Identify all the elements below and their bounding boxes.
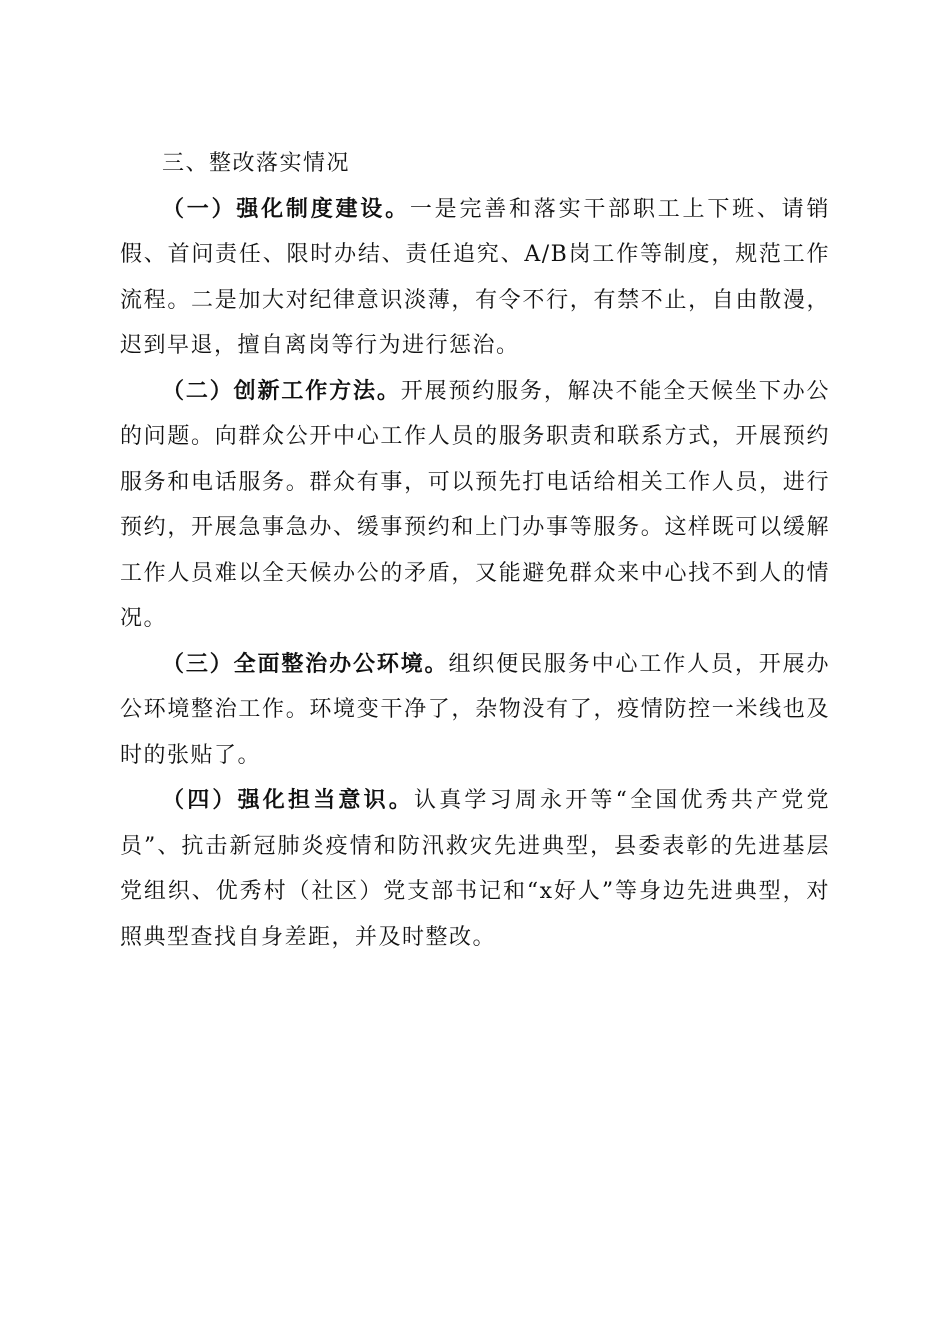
- paragraph-2-body: 开展预约服务，解决不能全天候坐下办公的问题。向群众公开中心工作人员的服务职责和联系方式，开展预约服务和电话服务。群众有事，可以预先打电话给相关工作人员，进行预约，开展急事急办、缓事预约和上门办事等服务。这样既可以缓解工作人员难以全天候办公的矛盾，又能避免群众来中心找不到人的情况。: [120, 378, 830, 631]
- section-heading: 三、整改落实情况: [162, 151, 351, 176]
- paragraph-3-lead: （三）全面整治办公环境。: [162, 651, 449, 677]
- paragraph-1-lead: （一）强化制度建设。: [162, 196, 410, 222]
- paragraph-2-lead: （二）创新工作方法。: [162, 378, 401, 404]
- document-body: [120, 141, 830, 960]
- paragraph-1: [120, 187, 830, 369]
- paragraph-4-lead: （四）强化担当意识。: [162, 788, 415, 813]
- paragraph-3-body: 组织便民服务中心工作人员，开展办公环境整治工作。环境变干净了，杂物没有了，疫情防控一米线也及时的张贴了。: [120, 651, 830, 768]
- paragraph-2: [120, 369, 830, 642]
- paragraph-4-body: 认真学习周永开等“全国优秀共产党党员”、抗击新冠肺炎疫情和防汛救灾先进典型，县委表彰的先进基层党组织、优秀村（社区）党支部书记和“x好人”等身边先进典型，对照典型查找自身差距，并及时整改。: [120, 788, 830, 950]
- paragraph-4: [120, 778, 830, 960]
- paragraph-1-body: 一是完善和落实干部职工上下班、请销假、首问责任、限时办结、责任追究、A/B岗工作等制度，规范工作流程。二是加大对纪律意识淡薄，有令不行，有禁不止，自由散漫，迟到早退，擅自离岗等行为进行惩治。: [120, 196, 830, 358]
- paragraph-3: [120, 642, 830, 779]
